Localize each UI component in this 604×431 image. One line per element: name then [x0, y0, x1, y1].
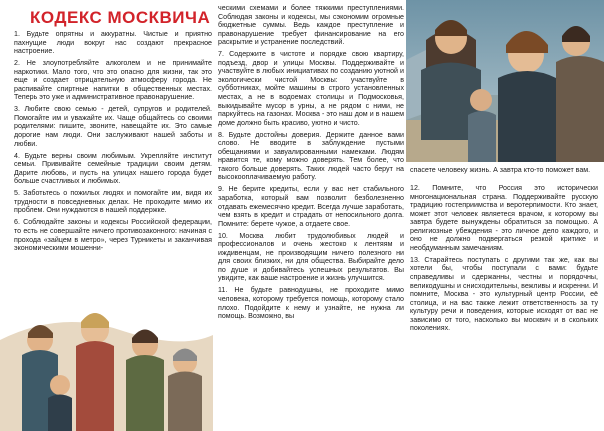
column-right [410, 184, 598, 431]
rule-11-continued: спасете человеку жизнь. А завтра кто-то поможет вам. [410, 166, 591, 174]
rule-5: 5. Заботьтесь о пожилых людях и помогайте им, видя их трудности в повседневных делах. Не проходите мимо их проблем. Они нуждаются в нашей поддержке. [14, 189, 212, 215]
column-middle [218, 4, 404, 431]
column-left [14, 30, 212, 330]
page-title: КОДЕКС МОСКВИЧА [30, 8, 211, 27]
rule-9: 9. Не берите кредиты, если у вас нет стабильного заработка, который вам позволит безболезненно отдавать ежемесячно кредит. Всегда лучше заработать, чем взять в кредит и страдать от непосильного долга. Помните: берете чужое, а отдаете свое. [218, 185, 404, 228]
rule-7: 7. Содержите в чистоте и порядке свою квартиру, подъезд, двор и улицы Москвы. Поддерживайте и участвуйте в любых инициативах по созданию уютной и экологически чистой Москвы: участвуйте в субботниках, мойте машины в строго установленных местах, а не в водоемах столицы и Подмосковья, выкидывайте мусор в урны, а не рядом с ними, не паркуйтесь на газонах. Москва - это наш дом и в нашем доме должно быть красиво, уютно и чисто. [218, 50, 404, 127]
rule-8: 8. Будьте достойны доверия. Держите данное вами слово. Не вводите в заблуждение пустыми обещаниями и завуалированными намеками. Людям нравится те, кому можно доверять. Тем более, что такого больше доверять. Таких людей часто берут на высокооплачиваемую работу. [218, 130, 404, 182]
rule-13: 13. Старайтесь поступать с другими так же, как вы хотели бы, чтобы поступали с вами: будьте справедливы и сдержанны, честны и порядочны, великодушны и снисходительны, вежливы и искренни. И помните, Москва - это культурный центр России, её столица, и на вас также лежит ответственность за ту культуру речи и поведения, которые исходят от вас не зависимо от того, насколько вы москвич и в скольких поколениях. [410, 255, 598, 333]
illustration-metro-scene [406, 0, 604, 162]
rule-2: 2. Не злоупотребляйте алкоголем и не принимайте наркотики. Мало того, что это опасно для жизни, так это еще и создает отрицательную атмосферу города. Не распивайте спиртные напитки в общественных местах. Теперь это уже и административное правонарушение. [14, 59, 212, 102]
rule-11: 11. Не будьте равнодушны, не проходите мимо человека, которому требуется помощь, которому стало плохо. Подойдите к нему и узнайте, не нужна ли помощь. Возможно, вы [218, 286, 404, 321]
rule-10: 10. Москва любит трудолюбивых людей и профессионалов и очень жестоко к лентяям и иждивенцам, не производящим ничего полезного ни для своих близких, ни для общества. Выбирайте дело по душе и добивайтесь успешных результатов. Вы увидите, как ваше настроение и жизнь улучшится. [218, 231, 404, 283]
metro-scene-image [406, 0, 604, 162]
rule-12: 12. Помните, что Россия это исторически многонациональная страна. Поддерживайте русскую традицию гостеприимства и веротерпимости. Кто знает, может этот человек являетеся врачом, к которому вы завтра будете вынуждены обратиться за помощью. А религиозные убеждения - это личное дело каждого, и оно не должно подвергаться резкой критике и необдуманным замечаниям. [410, 184, 598, 252]
rule-1: 1. Будьте опрятны и аккуратны. Чистые и приятно пахнущие люди вокруг нас создают прекрасное настроение. [14, 30, 212, 56]
rule-6: 6. Соблюдайте законы и кодексы Российской федерации, то есть не совершайте ничего противозаконного: начиная с прохода «зайцем в метро», через Турникеты и заканчивая экономическими мошенни- [14, 218, 212, 253]
rule-3: 3. Любите свою семью - детей, супругов и родителей. Помогайте им и уважайте их. Чаще общайтесь со своими родителями: пишите, звоните, навещайте их. Это самые дорогие нам люди. Они заслуживают нашей заботы и любви. [14, 105, 212, 148]
rule-6-continued: ческими схемами и более тяжкими преступлениями. Соблюдая законы и кодексы, мы сэкономим огромные бюджетные суммы. Ведь каждое преступление и правонарушение требует финансирование на его раскрытие и устранение последствий. [218, 4, 404, 47]
rule-4: 4. Будьте верны своим любимым. Укрепляйте институт семьи. Прививайте семейные традиции своим детям. Дарите любовь, и пусть на улицах нашего города будет больше счастливых и любимых. [14, 151, 212, 186]
